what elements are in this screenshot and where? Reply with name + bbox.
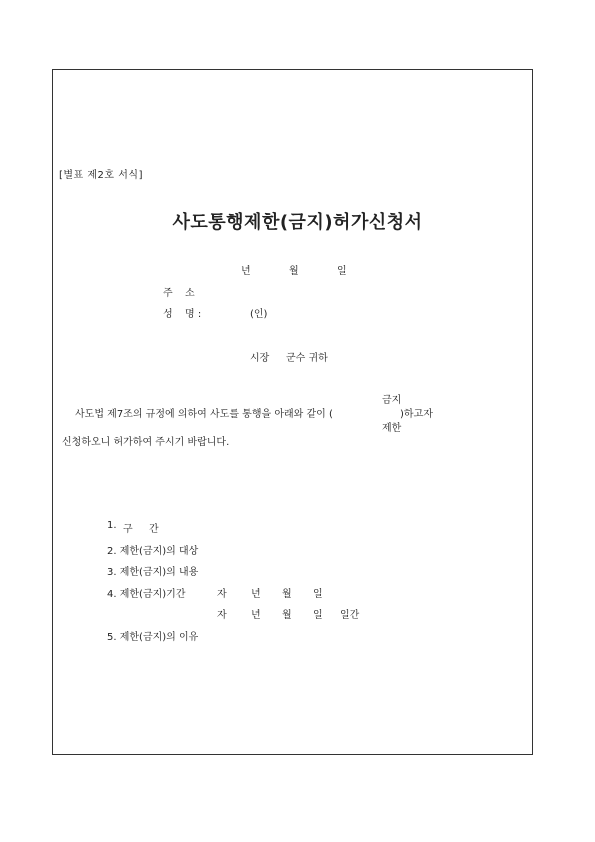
body-line1-start: 사도법 제7조의 규정에 의하여 사도를 통행을 아래와 같이 ( xyxy=(75,409,333,420)
period-to-year: 년 xyxy=(251,610,261,621)
period-from-day: 일 xyxy=(313,589,323,600)
item4-label: 4. 제한(금지)기간 xyxy=(107,589,186,600)
item3-label: 3. 제한(금지)의 내용 xyxy=(107,567,199,578)
address-label-second: 소 xyxy=(185,288,195,299)
item1-number: 1. xyxy=(107,520,117,531)
period-from: 자 xyxy=(217,589,227,600)
item1-label-a: 구 xyxy=(123,524,133,535)
body-line2: 신청하오니 허가하여 주시기 바랍니다. xyxy=(62,437,230,448)
date-day-label: 일 xyxy=(337,266,347,277)
body-line1-end: )하고자 xyxy=(400,409,433,420)
choice-restrict: 제한 xyxy=(382,423,402,434)
address-label-first: 주 xyxy=(163,288,173,299)
document-title: 사도통행제한(금지)허가신청서 xyxy=(172,212,423,233)
form-number-label: [별표 제2호 서식] xyxy=(59,170,143,181)
recipient-mayor: 시장 xyxy=(250,353,270,364)
period-to-month: 월 xyxy=(282,610,292,621)
name-label-first: 성 xyxy=(163,309,173,320)
item5-label: 5. 제한(금지)의 이유 xyxy=(107,632,199,643)
period-days-suffix: 일간 xyxy=(340,610,360,621)
name-label-second: 명 : xyxy=(185,309,202,320)
item2-label: 2. 제한(금지)의 대상 xyxy=(107,546,199,557)
period-from-year: 년 xyxy=(251,589,261,600)
period-to-day: 일 xyxy=(313,610,323,621)
choice-prohibit: 금지 xyxy=(382,395,402,406)
period-to: 자 xyxy=(217,610,227,621)
item1-label-b: 간 xyxy=(149,524,159,535)
seal-mark: (인) xyxy=(250,309,268,320)
recipient-governor: 군수 귀하 xyxy=(286,353,328,364)
period-from-month: 월 xyxy=(282,589,292,600)
date-month-label: 월 xyxy=(289,266,299,277)
date-year-label: 년 xyxy=(241,266,251,277)
